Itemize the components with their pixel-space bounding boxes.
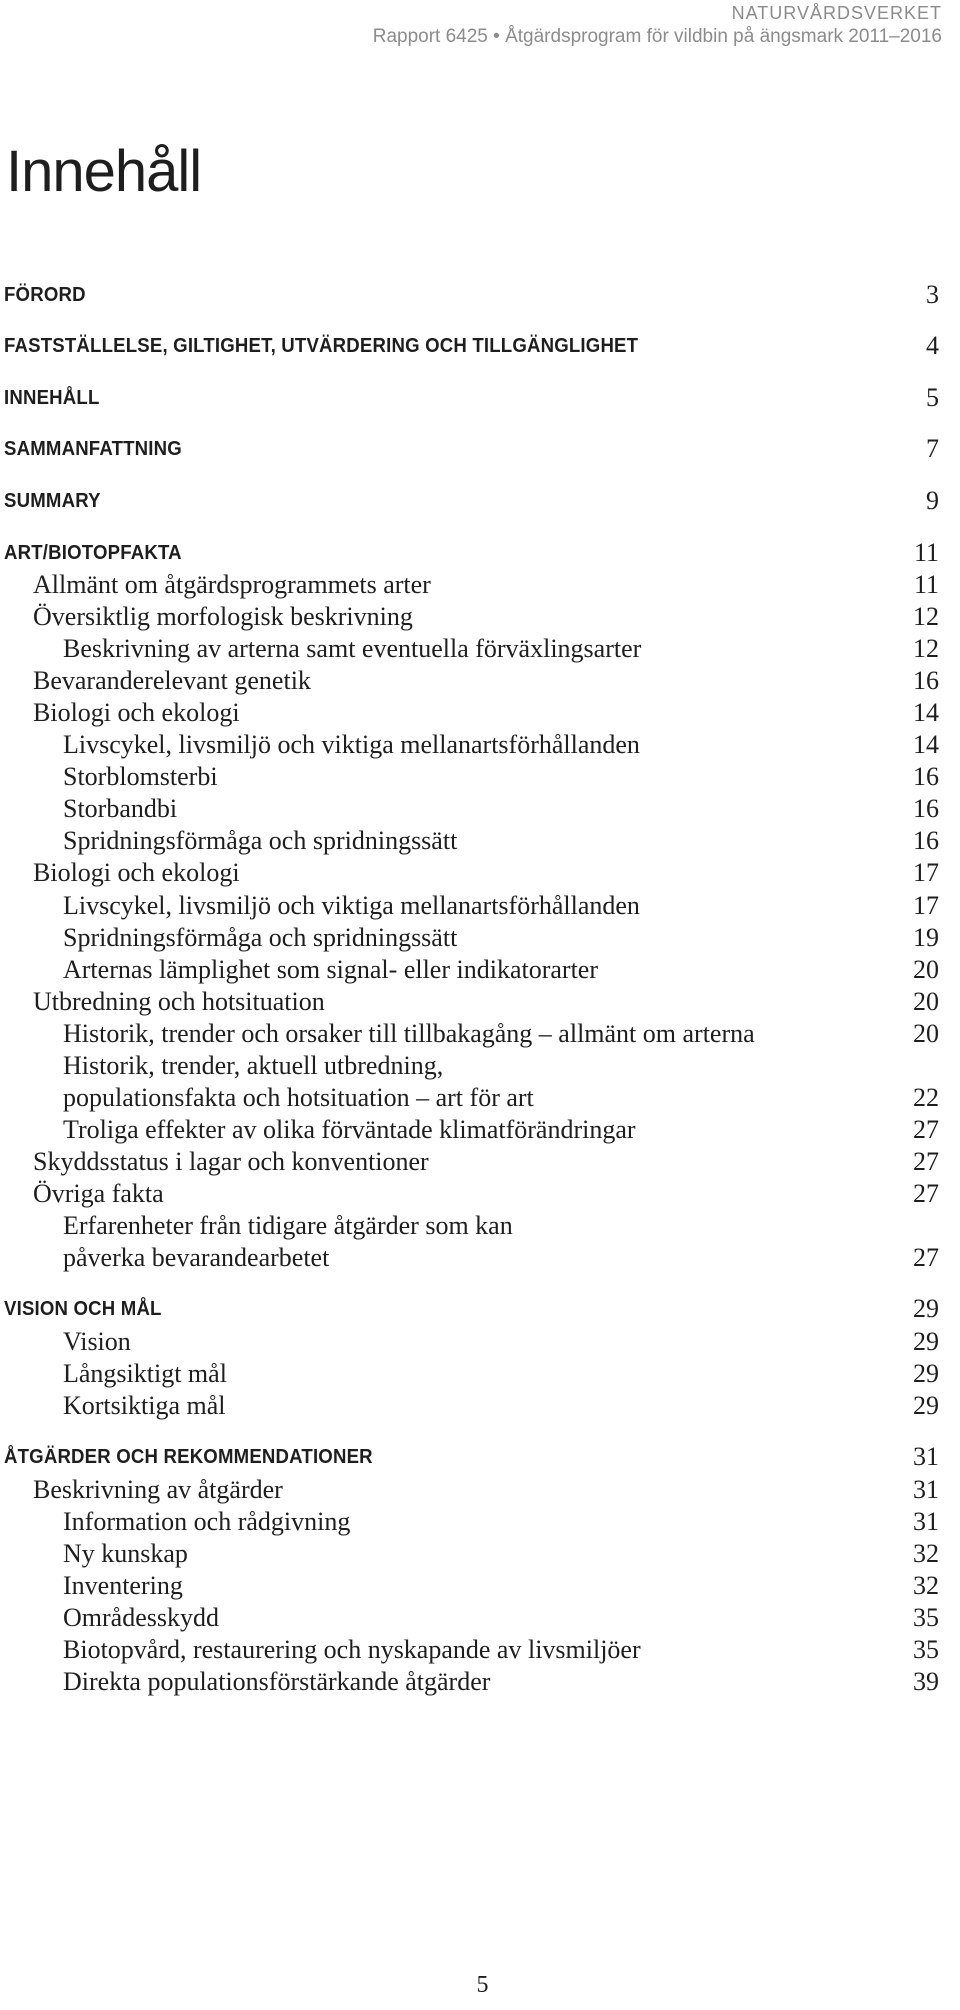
toc-entry-title: Storbandbi	[63, 794, 178, 823]
toc-entry-title: INNEHÅLL	[4, 387, 100, 409]
toc-entry-title: Allmänt om åtgärdsprogrammets arter	[33, 570, 431, 599]
toc-entry-title: Livscykel, livsmiljö och viktiga mellanartsförhållanden	[63, 730, 640, 759]
toc-entry-page: 32	[913, 1539, 939, 1568]
toc-entry-title: Information och rådgivning	[63, 1507, 351, 1536]
toc-entry-page: 14	[913, 698, 939, 727]
toc-entry-title: Beskrivning av arterna samt eventuella förväxlingsarter	[63, 634, 642, 663]
page-number: 5	[476, 1972, 489, 1998]
toc-entry-page: 29	[913, 1327, 939, 1356]
toc-entry-title: Spridningsförmåga och spridningssätt	[63, 923, 458, 952]
toc-entry-title: Biologi och ekologi	[33, 698, 240, 727]
toc-entry-title: Direkta populationsförstärkande åtgärder	[63, 1667, 491, 1696]
header-organization: NATURVÅRDSVERKET	[731, 3, 942, 23]
toc-entry-title: Områdesskydd	[63, 1603, 219, 1632]
toc-entry-title: Beskrivning av åtgärder	[33, 1475, 283, 1504]
toc-entry-title: VISION OCH MÅL	[4, 1298, 162, 1320]
toc-entry-title: FÖRORD	[4, 284, 86, 306]
toc-entry-page: 17	[913, 891, 939, 920]
toc-entry-title: Översiktlig morfologisk beskrivning	[33, 602, 413, 631]
toc-entry-page: 9	[926, 486, 939, 515]
toc-entry-page: 11	[913, 538, 939, 567]
toc-entry-title: FASTSTÄLLELSE, GILTIGHET, UTVÄRDERING OCH TILLGÄNGLIGHET	[4, 335, 639, 357]
toc-entry-title: Storblomsterbi	[63, 762, 218, 791]
toc-entry-page: 29	[913, 1294, 939, 1323]
toc-entry-page: 16	[913, 666, 939, 695]
toc-entry-page: 31	[913, 1475, 939, 1504]
toc-entry-title: Skyddsstatus i lagar och konventioner	[33, 1147, 429, 1176]
toc-entry-title: ART/BIOTOPFAKTA	[4, 542, 182, 564]
toc-entry-page: 20	[913, 1019, 939, 1048]
toc-entry-page: 19	[913, 923, 939, 952]
toc-entry-title: Bevaranderelevant genetik	[33, 666, 311, 695]
toc-entry-page: 35	[913, 1603, 939, 1632]
toc-entry-page: 17	[913, 858, 939, 887]
toc-entry-title: populationsfakta och hotsituation – art för art	[63, 1083, 534, 1112]
toc-entry-page: 4	[926, 331, 939, 360]
toc-entry-page: 11	[913, 570, 939, 599]
toc-entry-page: 14	[913, 730, 939, 759]
toc-entry-page: 22	[913, 1083, 939, 1112]
toc-entry-title: Biotopvård, restaurering och nyskapande av livsmiljöer	[63, 1635, 641, 1664]
toc-entry-title: Övriga fakta	[33, 1179, 164, 1208]
toc-entry-title: Arternas lämplighet som signal- eller indikatorarter	[63, 955, 598, 984]
page-title: Innehåll	[6, 139, 202, 204]
toc-entry-title: Historik, trender, aktuell utbredning,	[63, 1051, 444, 1080]
toc-entry-page: 16	[913, 826, 939, 855]
toc-entry-page: 31	[913, 1507, 939, 1536]
toc-entry-page: 27	[913, 1243, 939, 1272]
toc-entry-title: Livscykel, livsmiljö och viktiga mellanartsförhållanden	[63, 891, 640, 920]
toc-entry-page: 29	[913, 1391, 939, 1420]
toc-entry-page: 5	[926, 383, 939, 412]
toc-entry-title: Kortsiktiga mål	[63, 1391, 226, 1420]
toc-entry-page: 12	[913, 602, 939, 631]
toc-entry-page: 16	[913, 794, 939, 823]
toc-entry-title: Utbredning och hotsituation	[33, 987, 325, 1016]
toc-entry-title: Spridningsförmåga och spridningssätt	[63, 826, 458, 855]
toc-entry-title: Långsiktigt mål	[63, 1359, 227, 1388]
toc-entry-page: 20	[913, 955, 939, 984]
toc-entry-page: 31	[913, 1442, 939, 1471]
toc-entry-page: 7	[926, 434, 939, 463]
toc-entry-page: 12	[913, 634, 939, 663]
toc-entry-page: 35	[913, 1635, 939, 1664]
toc-entry-page: 3	[926, 280, 939, 309]
toc-entry-page: 27	[913, 1115, 939, 1144]
toc-entry-title: SUMMARY	[4, 490, 101, 512]
toc-entry-page: 27	[913, 1179, 939, 1208]
toc-entry-page: 20	[913, 987, 939, 1016]
toc-entry-page: 27	[913, 1147, 939, 1176]
toc-entry-title: Ny kunskap	[63, 1539, 188, 1568]
toc-entry-page: 39	[913, 1667, 939, 1696]
toc-entry-title: ÅTGÄRDER OCH REKOMMENDATIONER	[4, 1446, 373, 1468]
toc-entry-title: Troliga effekter av olika förväntade klimatförändringar	[63, 1115, 636, 1144]
toc-entry-title: Historik, trender och orsaker till tillbakagång – allmänt om arterna	[63, 1019, 755, 1048]
toc-entry-title: Biologi och ekologi	[33, 858, 240, 887]
toc-entry-title: Erfarenheter från tidigare åtgärder som kan	[63, 1211, 513, 1240]
toc-entry-page: 29	[913, 1359, 939, 1388]
toc-entry-title: påverka bevarandearbetet	[63, 1243, 330, 1272]
toc-entry-title: Inventering	[63, 1571, 183, 1600]
header-report-title: Rapport 6425 • Åtgärdsprogram för vildbin på ängsmark 2011–2016	[372, 26, 942, 47]
toc-entry-title: SAMMANFATTNING	[4, 438, 182, 460]
toc-entry-page: 16	[913, 762, 939, 791]
toc-entry-page: 32	[913, 1571, 939, 1600]
toc-entry-title: Vision	[63, 1327, 131, 1356]
